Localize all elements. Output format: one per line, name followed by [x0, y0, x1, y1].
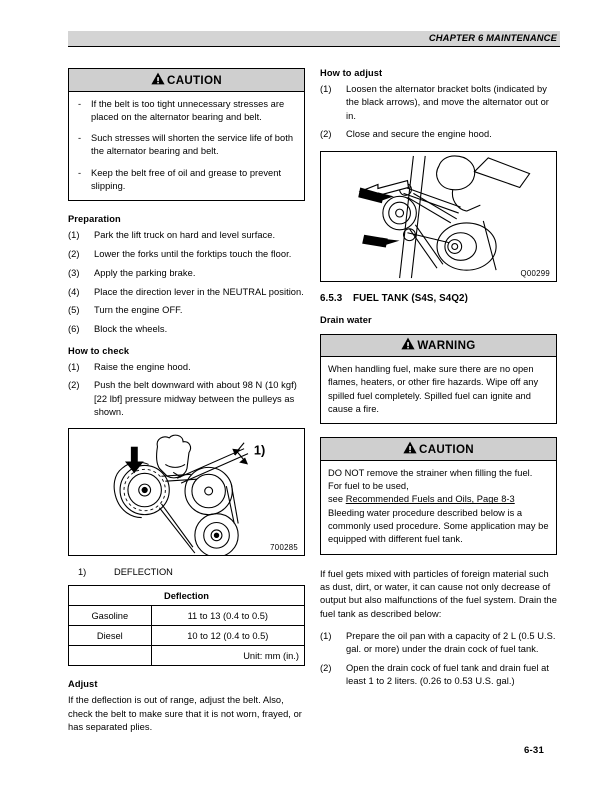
how-to-adjust-heading: How to adjust — [320, 68, 383, 78]
caution-fuel-header — [321, 438, 556, 461]
list-item — [76, 98, 297, 125]
list-item — [68, 304, 305, 317]
step-text: Lower the forks until the forktips touch the floor. — [94, 249, 292, 260]
list-item — [68, 323, 305, 336]
see-prefix: see — [328, 494, 346, 505]
page-header — [68, 31, 560, 47]
step-text: Loosen the alternator bracket bolts (indicated by the black arrows), and move the alternator out or in. — [346, 84, 549, 121]
table-cell-unit: Unit: mm (in.) — [151, 646, 304, 666]
step-text: Push the belt downward with about 98 N (10 kgf) [22 lbf] pressure midway between the pulleys as shown. — [94, 380, 297, 417]
deflection-table — [68, 585, 305, 666]
right-column — [320, 68, 557, 698]
step-number: (4) — [68, 286, 80, 297]
adjust-text: If the deflection is out of range, adjust the belt. Also, check the belt to make sure that it is not worn, frayed, or has separated plies. — [68, 695, 302, 732]
table-cell-blank — [69, 646, 152, 666]
how-to-check-heading: How to check — [68, 345, 130, 356]
step-number: (1) — [68, 230, 80, 241]
caution-belt-item-3: Keep the belt free of oil and grease to prevent slipping. — [91, 167, 282, 191]
section-title: FUEL TANK (S4S, S4Q2) — [353, 292, 468, 304]
caption-number: 1) — [78, 567, 87, 578]
warning-triangle-icon — [403, 441, 417, 457]
drain-steps — [320, 630, 557, 689]
table-cell-value: 10 to 12 (0.4 to 0.5) — [151, 626, 304, 646]
drain-water-heading: Drain water — [320, 314, 372, 325]
table-title: Deflection — [69, 586, 305, 606]
dash-bullet: - — [78, 98, 82, 109]
step-number: (3) — [68, 267, 80, 278]
step-number: (1) — [320, 84, 332, 94]
caution-box-fuel — [320, 437, 557, 554]
list-item — [68, 267, 305, 280]
table-cell-label: Diesel — [69, 626, 152, 646]
cross-reference-link[interactable]: Recommended Fuels and Oils, Page 8-3 — [345, 494, 515, 505]
step-text: Apply the parking brake. — [94, 267, 196, 278]
step-text: Open the drain cock of fuel tank and drain fuel at least 1 to 2 liters. (0.26 to 0.53 U.S. gal.) — [346, 662, 550, 687]
list-item — [320, 662, 557, 689]
adjust-heading: Adjust — [68, 679, 98, 690]
step-text: Prepare the oil pan with a capacity of 2 L (0.5 U.S. gal. or more) under the drain cock of fuel tank. — [346, 630, 556, 655]
caution-belt-item-2: Such stresses will shorten the service life of both the alternator bearing and belt. — [91, 133, 294, 157]
caution-fuel-line-3 — [328, 493, 549, 506]
list-item — [320, 128, 557, 141]
step-number: (1) — [320, 630, 332, 641]
table-row — [69, 646, 305, 666]
caution-fuel-body — [321, 461, 556, 554]
step-number: (2) — [68, 380, 80, 391]
warning-box-fuel — [320, 334, 557, 425]
caution-belt-header — [69, 69, 304, 92]
caution-belt-item-1: If the belt is too tight unnecessary stresses are placed on the alternator bearing and belt. — [91, 98, 285, 122]
caution-fuel-line-1: DO NOT remove the strainer when filling the fuel. — [328, 467, 533, 478]
step-text: Turn the engine OFF. — [94, 305, 183, 316]
preparation-steps — [68, 229, 305, 336]
list-item — [68, 379, 305, 419]
step-text: Raise the engine hood. — [94, 361, 191, 372]
caution-fuel-line-2: For fuel to be used, — [328, 481, 409, 492]
warning-triangle-icon — [401, 337, 415, 353]
list-item — [76, 167, 297, 194]
list-item — [68, 361, 305, 374]
list-item — [68, 248, 305, 261]
list-item — [76, 132, 297, 159]
step-text: Park the lift truck on hard and level surface. — [94, 230, 276, 241]
table-row — [69, 606, 305, 626]
step-text: Close and secure the engine hood. — [346, 129, 492, 140]
figure-alternator-bracket — [320, 151, 557, 282]
caution-fuel-line-4: Bleeding water procedure described below is a commonly used procedure. Some application may be equipped with different fuel tank. — [328, 507, 549, 545]
page-number: 6-31 — [523, 745, 544, 756]
step-text: Block the wheels. — [94, 324, 168, 335]
force-arrow-icon — [125, 447, 144, 474]
list-item — [68, 286, 305, 299]
section-heading-fuel-tank — [320, 293, 557, 304]
caution-box-belt — [68, 68, 305, 201]
step-number: (2) — [68, 249, 80, 260]
step-number: (1) — [68, 361, 80, 372]
caution-belt-list — [76, 98, 297, 194]
step-number: (2) — [320, 662, 332, 673]
how-to-check-steps — [68, 361, 305, 420]
figure-belt-id: 700285 — [270, 543, 298, 553]
caution-fuel-title: CAUTION — [419, 442, 474, 456]
alternator-bracket-illustration — [321, 152, 556, 281]
caution-belt-title: CAUTION — [167, 73, 222, 87]
table-cell-label: Gasoline — [69, 606, 152, 626]
warning-triangle-icon — [151, 72, 165, 88]
caption-text: DEFLECTION — [114, 567, 173, 578]
list-item — [320, 630, 557, 657]
preparation-heading: Preparation — [68, 214, 121, 225]
step-number: (2) — [320, 129, 332, 140]
warning-fuel-text: When handling fuel, make sure there are no open flames, heaters, or other fire hazards. Wipe off any spilled fuel completely. Spilled fuel can ignite and cause a fire. — [328, 364, 539, 415]
dash-bullet: - — [78, 133, 82, 144]
fuel-body-text: If fuel gets mixed with particles of foreign material such as dust, dirt, or water, it can cause not only decrease of output but also malfunctions of the fuel system. Drain the fuel tank as described below: — [320, 568, 557, 619]
section-number: 6.5.3 — [320, 292, 343, 304]
dash-bullet: - — [78, 167, 82, 178]
belt-deflection-illustration — [69, 429, 304, 555]
list-item — [320, 83, 557, 123]
table-row — [69, 626, 305, 646]
left-column — [68, 68, 305, 743]
figure-belt-deflection — [68, 428, 305, 556]
svg-text:1): 1) — [253, 442, 266, 458]
how-to-adjust-steps — [320, 83, 557, 142]
caution-belt-body — [69, 92, 304, 201]
warning-fuel-title: WARNING — [417, 339, 476, 353]
bolt-indicator-arrows — [358, 187, 399, 247]
warning-fuel-header — [321, 335, 556, 358]
step-text: Place the direction lever in the NEUTRAL position. — [94, 286, 304, 297]
chapter-title: CHAPTER 6 MAINTENANCE — [428, 32, 557, 43]
list-item — [68, 229, 305, 242]
step-number: (5) — [68, 305, 80, 316]
figure-alternator-id: Q00299 — [520, 268, 550, 278]
table-row — [69, 586, 305, 606]
figure-caption-deflection — [68, 567, 305, 577]
table-cell-value: 11 to 13 (0.4 to 0.5) — [151, 606, 304, 626]
step-number: (6) — [68, 324, 80, 335]
warning-fuel-body — [321, 357, 556, 423]
